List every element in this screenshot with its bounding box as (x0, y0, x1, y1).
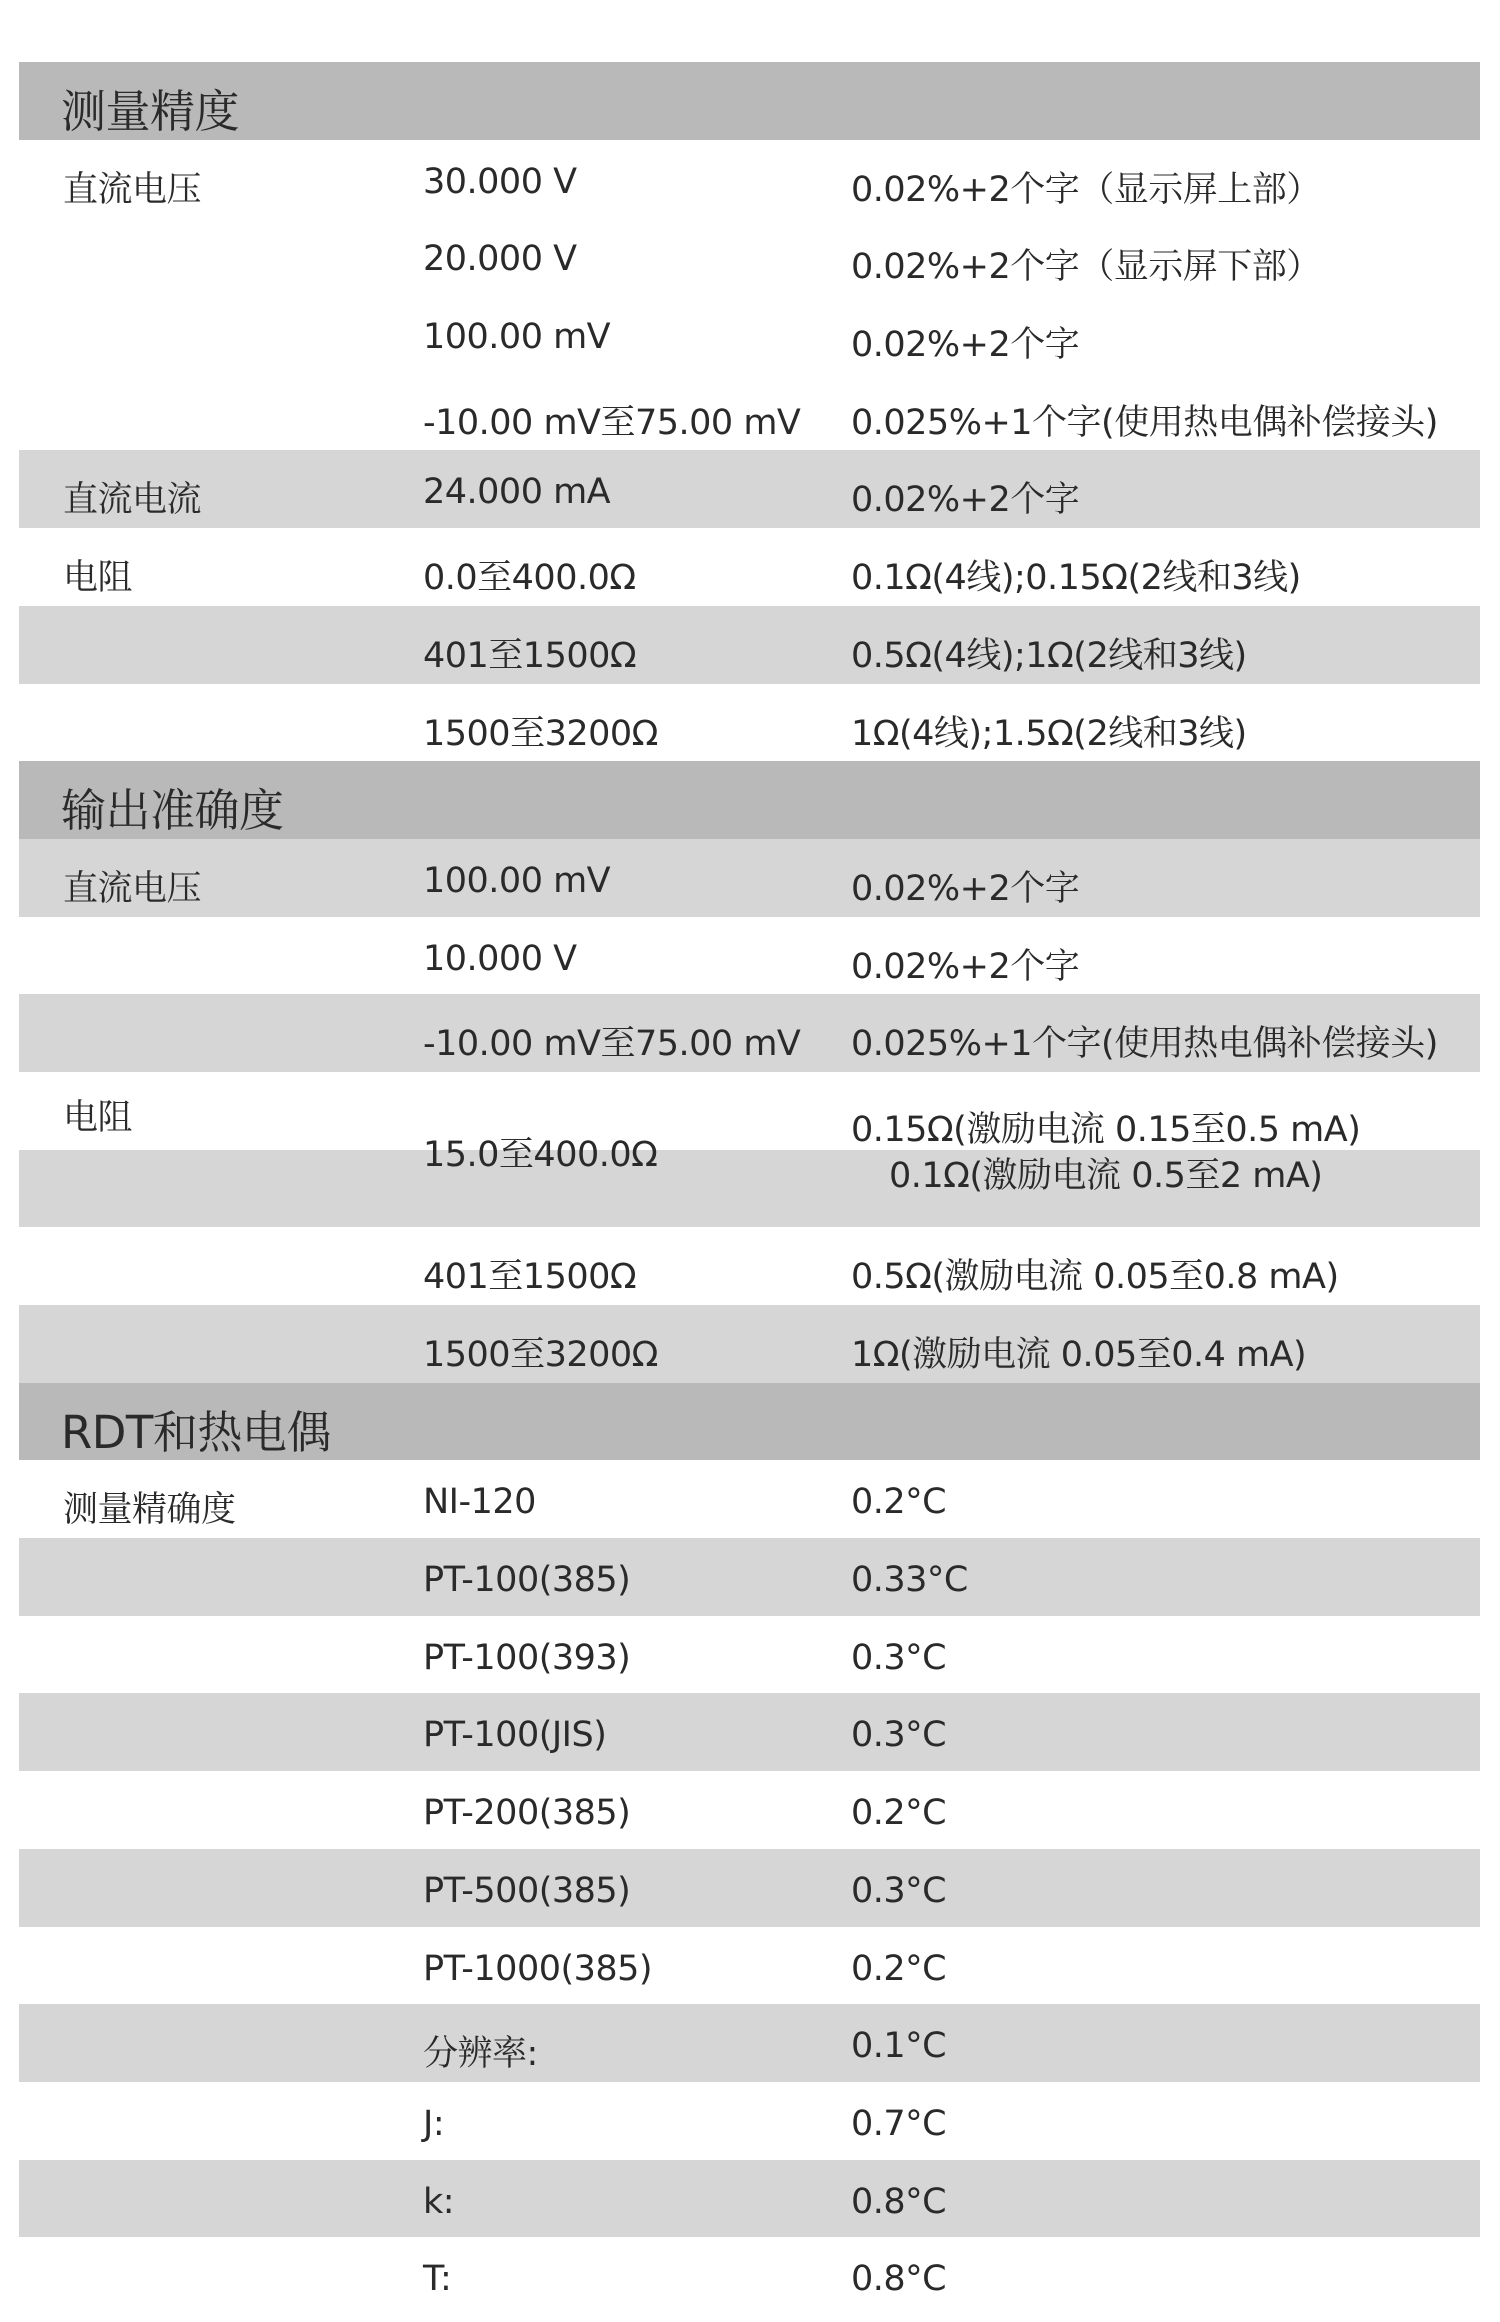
section-title: RDT和热电偶 (61, 1405, 331, 1459)
table-row (19, 1771, 1480, 1849)
table-row (19, 606, 1480, 684)
row-spec: 0.2°C (851, 1793, 947, 1834)
row-spec: 0.02%+2个字 (851, 325, 1080, 366)
table-row (19, 450, 1480, 528)
table-row (19, 684, 1480, 762)
table-row (19, 1538, 1480, 1616)
row-range: PT-1000(385) (423, 1948, 653, 1989)
spec-table (19, 62, 1480, 2315)
row-range: PT-100(JIS) (423, 1715, 607, 1756)
row-range: PT-200(385) (423, 1793, 631, 1834)
row-range: PT-100(385) (423, 1560, 631, 1601)
table-row (19, 217, 1480, 295)
table-row (19, 1616, 1480, 1694)
table-row (19, 2004, 1480, 2082)
row-range: 1500至3200Ω (423, 1335, 658, 1376)
row-spec: 0.8°C (851, 2259, 947, 2300)
row-range: 30.000 V (423, 161, 577, 202)
table-row (19, 1849, 1480, 1927)
section-title: 输出准确度 (61, 784, 284, 838)
table-row (19, 2082, 1480, 2160)
table-row (19, 1693, 1480, 1771)
row-label: 直流电流 (63, 480, 202, 521)
row-spec: 1Ω(激励电流 0.05至0.4 mA) (851, 1335, 1307, 1376)
row-range: 24.000 mA (423, 472, 611, 513)
table-row (19, 1072, 1480, 1227)
row-spec: 0.2°C (851, 1482, 947, 1523)
row-range: 20.000 V (423, 239, 577, 280)
section-header (19, 62, 1480, 140)
row-label: 直流电压 (63, 169, 202, 210)
row-range: 100.00 mV (423, 317, 611, 358)
row-spec: 0.5Ω(4线);1Ω(2线和3线) (851, 635, 1247, 676)
section-header (19, 761, 1480, 839)
row-range: -10.00 mV至75.00 mV (423, 402, 801, 443)
row-range: 10.000 V (423, 938, 577, 979)
row-spec: 0.33°C (851, 1560, 968, 1601)
table-row (19, 1305, 1480, 1383)
row-label: 电阻 (63, 1097, 133, 1138)
table-row (19, 2237, 1480, 2315)
row-range: k: (423, 2181, 455, 2222)
row-label: 直流电压 (63, 868, 202, 909)
row-spec: 0.8°C (851, 2181, 947, 2222)
section-title: 测量精度 (61, 85, 240, 138)
row-range: 401至1500Ω (423, 1257, 637, 1298)
table-row (19, 2160, 1480, 2238)
row-label: 测量精确度 (63, 1490, 236, 1531)
row-spec: 0.3°C (851, 1637, 947, 1678)
row-spec-secondary: 0.1Ω(激励电流 0.5至2 mA) (889, 1155, 1323, 1196)
row-range: -10.00 mV至75.00 mV (423, 1024, 801, 1065)
section-header (19, 1383, 1480, 1461)
row-range: 1500至3200Ω (423, 713, 658, 754)
table-row (19, 839, 1480, 917)
table-row (19, 1227, 1480, 1305)
row-label: 电阻 (63, 558, 133, 599)
row-range: PT-100(393) (423, 1637, 631, 1678)
row-spec: 0.02%+2个字（显示屏下部） (851, 247, 1321, 288)
row-range: T: (423, 2259, 452, 2300)
table-row (19, 994, 1480, 1072)
table-row (19, 1927, 1480, 2005)
table-row (19, 295, 1480, 373)
row-spec: 0.025%+1个字(使用热电偶补偿接头) (851, 1024, 1438, 1065)
row-spec: 0.2°C (851, 1948, 947, 1989)
row-spec: 0.02%+2个字 (851, 868, 1080, 909)
row-spec: 0.1°C (851, 2026, 947, 2067)
row-spec: 0.02%+2个字 (851, 946, 1080, 987)
row-spec: 1Ω(4线);1.5Ω(2线和3线) (851, 713, 1247, 754)
row-spec: 0.025%+1个字(使用热电偶补偿接头) (851, 402, 1438, 443)
table-row (19, 917, 1480, 995)
row-spec: 0.15Ω(激励电流 0.15至0.5 mA) (851, 1109, 1361, 1150)
row-range: 0.0至400.0Ω (423, 558, 636, 599)
row-spec: 0.3°C (851, 1715, 947, 1756)
row-range: 401至1500Ω (423, 635, 637, 676)
row-range: J: (423, 2103, 445, 2144)
row-spec: 0.1Ω(4线);0.15Ω(2线和3线) (851, 558, 1301, 599)
table-row (19, 1460, 1480, 1538)
row-range: 100.00 mV (423, 860, 611, 901)
row-range: NI-120 (423, 1482, 536, 1523)
row-range: 分辨率: (423, 2034, 538, 2075)
row-spec: 0.02%+2个字 (851, 480, 1080, 521)
row-range: PT-500(385) (423, 1870, 631, 1911)
row-spec: 0.02%+2个字（显示屏上部） (851, 169, 1321, 210)
row-spec: 0.7°C (851, 2103, 947, 2144)
row-range: 15.0至400.0Ω (423, 1134, 658, 1175)
table-row (19, 528, 1480, 606)
row-spec: 0.5Ω(激励电流 0.05至0.8 mA) (851, 1257, 1339, 1298)
row-spec: 0.3°C (851, 1870, 947, 1911)
table-row (19, 373, 1480, 451)
table-row (19, 140, 1480, 218)
